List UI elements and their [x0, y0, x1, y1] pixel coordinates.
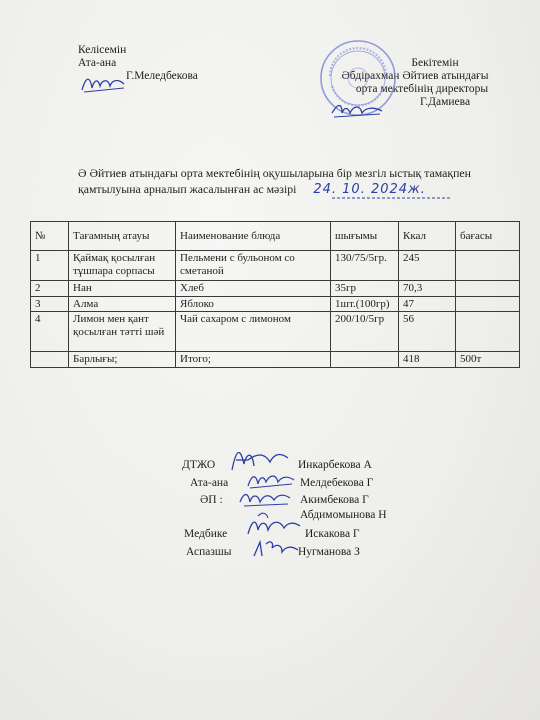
menu-title	[78, 165, 471, 198]
cell-kcal: 245	[399, 251, 456, 281]
col-header-price: бағасы	[456, 222, 520, 251]
ep-name-1: Акимбекова Г	[300, 494, 369, 506]
parent-label: Ата-ана	[78, 57, 117, 69]
cell-number: 4	[31, 312, 69, 352]
cell-dish-ru: Чай сахаром с лимоном	[176, 312, 331, 352]
parent-signature-icon	[80, 72, 128, 96]
col-header-dish-kk: Тағамның атауы	[69, 222, 176, 251]
total-label-kk: Барлығы;	[69, 352, 176, 368]
ep-signature-icon	[238, 488, 292, 510]
total-label-ru: Итого;	[176, 352, 331, 368]
ata-ana-name: Мелдебекова Г	[300, 477, 374, 489]
cell-price	[456, 251, 520, 281]
cell-dish-kk: Лимон мен қант қосылған тәтті шәй	[69, 312, 176, 352]
ata-ana-label: Ата-ана	[190, 477, 229, 489]
cell-price	[456, 296, 520, 312]
approved-label: Бекітемін	[411, 57, 459, 69]
cell-kcal: 47	[399, 296, 456, 312]
cell-price	[456, 281, 520, 297]
cell-dish-ru: Хлеб	[176, 281, 331, 297]
date-underline-icon	[332, 196, 452, 200]
menu-title-line1: Ә Әйтиев атындағы орта мектебінің оқушыларына бір мезгіл ыстық тамақпен	[78, 166, 471, 180]
director-name: Г.Дамиева	[419, 96, 471, 108]
aspazshy-signature-icon	[252, 538, 300, 560]
cell-yield: 130/75/5гр.	[331, 251, 399, 281]
col-header-yield: шығымы	[331, 222, 399, 251]
table-row	[31, 251, 520, 281]
total-price: 500т	[456, 352, 520, 368]
cell-dish-kk: Нан	[69, 281, 176, 297]
cell-price	[456, 312, 520, 352]
menu-table	[30, 221, 520, 368]
cell-number: 2	[31, 281, 69, 297]
cell-dish-ru: Яблоко	[176, 296, 331, 312]
director-signature-icon	[330, 101, 386, 121]
cell-yield: 200/10/5гр	[331, 312, 399, 352]
total-kcal: 418	[399, 352, 456, 368]
col-header-number: №	[31, 222, 69, 251]
col-header-dish-ru: Наименование блюда	[176, 222, 331, 251]
table-row	[31, 281, 520, 297]
aspazshy-label: Аспазшы	[186, 546, 232, 558]
cell-number: 3	[31, 296, 69, 312]
total-cell-number	[31, 352, 69, 368]
medbike-name: Искакова Г	[305, 528, 360, 540]
total-cell-yield	[331, 352, 399, 368]
director-title: орта мектебінің директоры	[355, 83, 489, 95]
medbike-label: Медбике	[184, 528, 228, 540]
table-row	[31, 312, 520, 352]
handwritten-date: 24. 10. 2024ж.	[313, 182, 426, 197]
cell-kcal: 56	[399, 312, 456, 352]
agreed-label: Келісемін	[78, 44, 127, 56]
cell-dish-ru: Пельмени с бульоном со сметаной	[176, 251, 331, 281]
table-header-row	[31, 222, 520, 251]
dtzho-label: ДТЖО	[182, 459, 216, 471]
col-header-kcal: Ккал	[399, 222, 456, 251]
cell-kcal: 70,3	[399, 281, 456, 297]
cell-yield: 1шт.(100гр)	[331, 296, 399, 312]
cell-dish-kk: Алма	[69, 296, 176, 312]
ep-label: ӘП :	[200, 494, 223, 506]
table-total-row	[31, 352, 520, 368]
cell-yield: 35гр	[331, 281, 399, 297]
dtzho-name: Инкарбекова А	[298, 459, 372, 471]
aspazshy-name: Нугманова З	[298, 546, 360, 558]
menu-title-line2-text: қамтылуына арналып жасалынған ас мәзірі	[78, 182, 297, 196]
school-name: Әбдірахман Әйтиев атындағы	[341, 70, 489, 82]
ep-name-2: Абдимомынова Н	[300, 509, 387, 521]
cell-dish-kk: Қаймақ қосылған тұшпара сорпасы	[69, 251, 176, 281]
cell-number: 1	[31, 251, 69, 281]
table-row	[31, 296, 520, 312]
parent-name: Г.Меледбекова	[126, 70, 198, 82]
